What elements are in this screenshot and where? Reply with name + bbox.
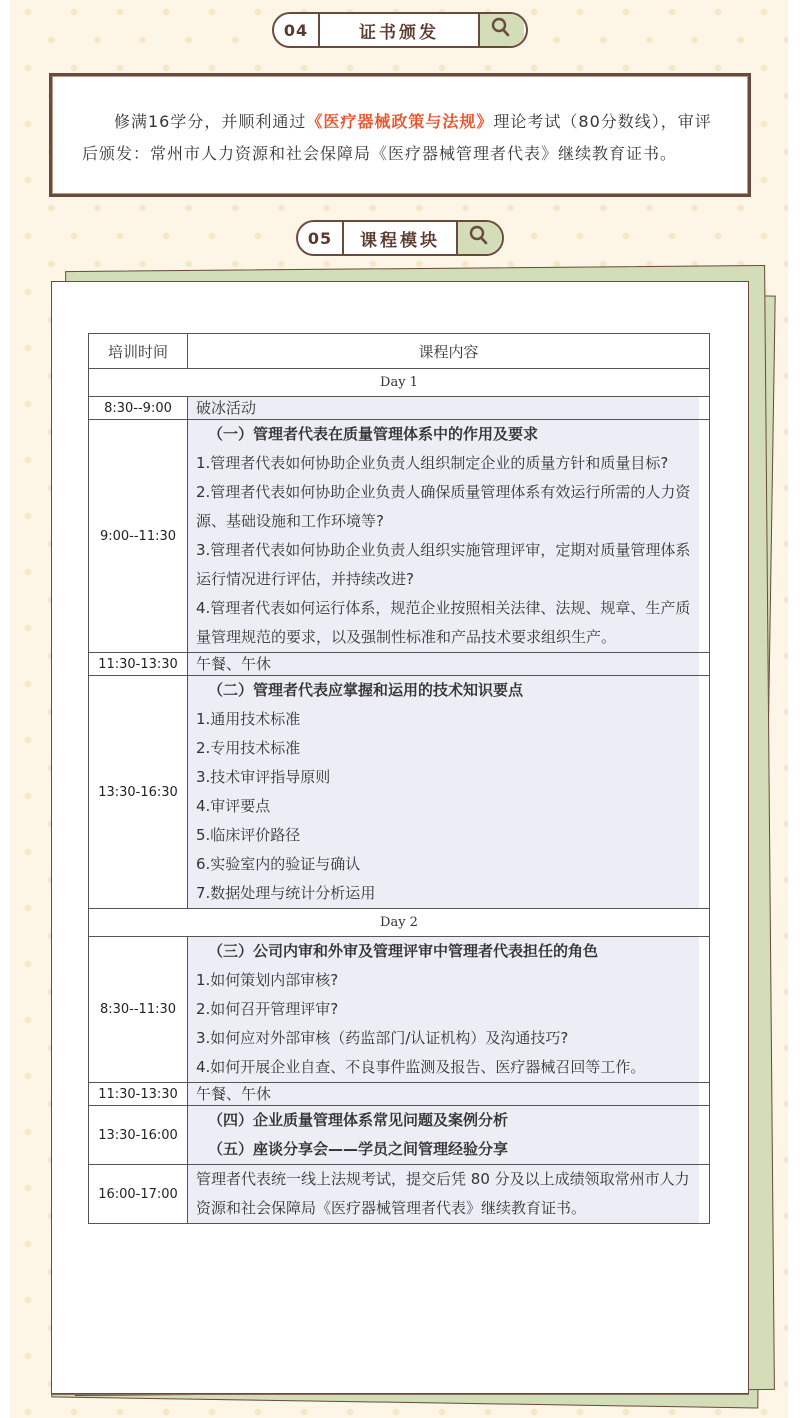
day-label: Day 2 bbox=[89, 909, 710, 937]
column-header-content: 课程内容 bbox=[188, 334, 710, 369]
table-header-row bbox=[89, 334, 710, 369]
section-title: 证书颁发 bbox=[320, 14, 480, 46]
content-cell bbox=[188, 1106, 710, 1165]
content-cell: 管理者代表统一线上法规考试，提交后凭 80 分及以上成绩领取常州市人力资源和社会保障局《医疗器械管理者代表》继续教育证书。 bbox=[188, 1165, 710, 1224]
module-heading: （四）企业质量管理体系常见问题及案例分析 bbox=[208, 1111, 509, 1129]
time-cell: 11:30-13:30 bbox=[89, 1083, 188, 1106]
time-cell: 11:30-13:30 bbox=[89, 653, 188, 676]
day-row bbox=[89, 909, 710, 937]
module-heading: （二）管理者代表应掌握和运用的技术知识要点 bbox=[208, 681, 524, 699]
time-cell: 9:00--11:30 bbox=[89, 420, 188, 653]
highlighted-course-title: 《医疗器械政策与法规》 bbox=[306, 112, 494, 131]
time-cell: 8:30--9:00 bbox=[89, 397, 188, 420]
content-cell: （二）管理者代表应掌握和运用的技术知识要点 1.通用技术标准 2.专用技术标准 3.技术审评指导原则 4.审评要点 5.临床评价路径 6.实验室内的验证与确认 7.数据处理与统计分析运用 bbox=[188, 676, 710, 909]
section-number: 05 bbox=[298, 222, 344, 254]
time-cell: 16:00-17:00 bbox=[89, 1165, 188, 1224]
module-heading: （五）座谈分享会——学员之间管理经验分享 bbox=[208, 1140, 509, 1158]
search-icon[interactable] bbox=[458, 222, 502, 254]
certificate-info-box bbox=[49, 73, 751, 197]
section-title-certificate bbox=[272, 12, 528, 48]
table-row bbox=[89, 1083, 710, 1106]
table-row bbox=[89, 420, 710, 653]
content-cell: （一）管理者代表在质量管理体系中的作用及要求 1.管理者代表如何协助企业负责人组织制定企业的质量方针和质量目标? 2.管理者代表如何协助企业负责人确保质量管理体系有效运行所需的人力资源、基础设施和工作环境等? 3.管理者代表如何协助企业负责人组织实施管理评审，定期对质量管理体系运行情况进行评估，并持续改进? 4.管理者代表如何运行体系，规范企业按照相关法律、法规、规章、生产质量管理规范的要求，以及强制性标准和产品技术要求组织生产。 bbox=[188, 420, 710, 653]
column-header-time: 培训时间 bbox=[89, 334, 188, 369]
module-heading: （一）管理者代表在质量管理体系中的作用及要求 bbox=[208, 425, 539, 443]
section-number: 04 bbox=[274, 14, 320, 46]
course-schedule-table bbox=[88, 333, 710, 1224]
search-icon[interactable] bbox=[480, 14, 524, 46]
certificate-description: 修满16学分，并顺利通过《医疗器械政策与法规》理论考试（80分数线），审评后颁发：常州市人力资源和社会保障局《医疗器械管理者代表》继续教育证书。 bbox=[82, 112, 712, 163]
table-row bbox=[89, 937, 710, 1083]
day-row bbox=[89, 369, 710, 397]
day-label: Day 1 bbox=[89, 369, 710, 397]
section-title: 课程模块 bbox=[344, 222, 458, 254]
table-row bbox=[89, 397, 710, 420]
table-row bbox=[89, 653, 710, 676]
table-row bbox=[89, 676, 710, 909]
content-cell: 午餐、午休 bbox=[188, 1083, 710, 1106]
content-cell: （三）公司内审和外审及管理评审中管理者代表担任的角色 1.如何策划内部审核? 2.如何召开管理评审? 3.如何应对外部审核（药监部门/认证机构）及沟通技巧? 4.如何开展企业自查、不良事件监测及报告、医疗器械召回等工作。 bbox=[188, 937, 710, 1083]
table-row bbox=[89, 1165, 710, 1224]
time-cell: 13:30-16:30 bbox=[89, 676, 188, 909]
content-cell: 破冰活动 bbox=[188, 397, 710, 420]
content-cell: 午餐、午休 bbox=[188, 653, 710, 676]
time-cell: 13:30-16:00 bbox=[89, 1106, 188, 1165]
module-heading: （三）公司内审和外审及管理评审中管理者代表担任的角色 bbox=[208, 942, 599, 960]
section-title-course-modules bbox=[296, 220, 504, 256]
table-row bbox=[89, 1106, 710, 1165]
time-cell: 8:30--11:30 bbox=[89, 937, 188, 1083]
